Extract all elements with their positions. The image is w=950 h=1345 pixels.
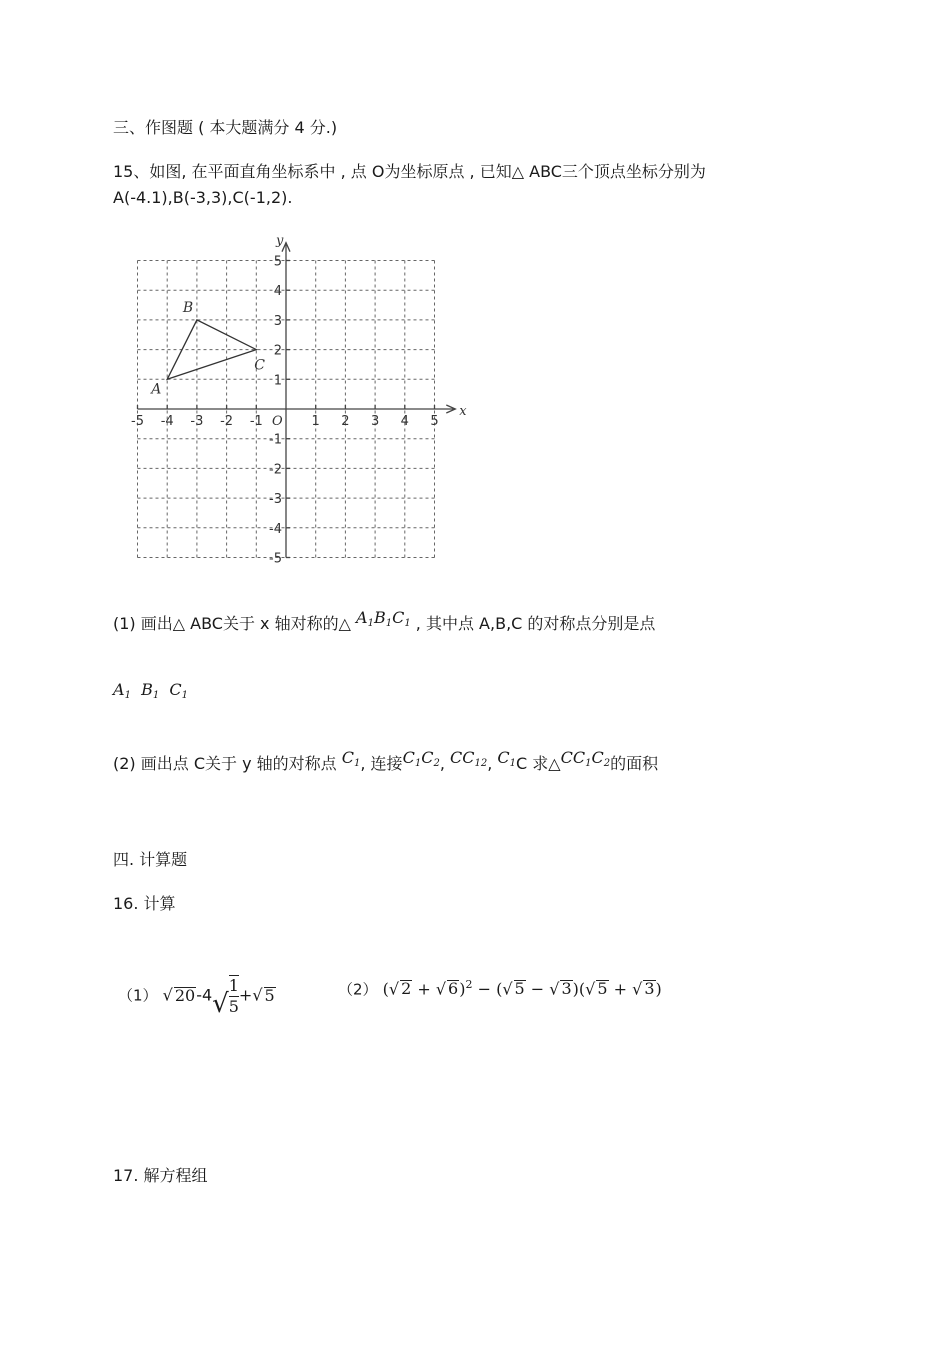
point-b1: $B_1$: [141, 680, 160, 701]
radicand-20: 20: [174, 985, 196, 1005]
q17-label: 17. 解方程组: [113, 1166, 208, 1185]
x-tick-label: 1: [311, 414, 320, 429]
x-tick-label: 3: [370, 414, 380, 429]
q15-text-line2: A(-4.1),B(-3,3),C(-1,2).: [113, 188, 293, 207]
cc12-label: $CC_{12}$: [450, 748, 488, 769]
q15-part1-prefix: (1) 画出△ ABC关于 x 轴对称的△: [113, 614, 351, 633]
y-tick-label: 2: [273, 343, 282, 359]
section-4-heading: 四. 计算题: [113, 850, 188, 869]
c1c2-label: $C_1C_2$: [402, 748, 440, 769]
y-tick-label: 5: [273, 254, 282, 270]
q15-part2-suffix: 的面积: [610, 754, 659, 773]
cc1c2-label: $CC_1C_2$: [560, 748, 611, 769]
y-tick-label: -5: [269, 551, 282, 567]
vertex-label-c: C: [254, 357, 266, 374]
q15-part2-text: (2) 画出点 C关于 y 轴的对称点 $C_1$, 连接$C_1C_2$, $CC_{12}$, $C_1C$ 求$\triangle CC_1C_2$的面积: [113, 748, 659, 773]
sqrt-icon: √: [252, 985, 263, 1005]
q16-label: 16. 计算: [113, 894, 176, 913]
connect-text: , 连接: [360, 754, 403, 773]
y-tick-label: -2: [269, 462, 282, 478]
q16-part2-expression: （2） (√ 2 + √ 6)$^2$ − (√ 5 − √ 3)(√ 5 + √ 3): [338, 978, 662, 999]
q16-part1-label: （1）: [118, 986, 158, 1005]
y-tick-label: -4: [269, 521, 282, 537]
y-tick-label: 4: [273, 284, 282, 300]
point-a1: $A_1$: [113, 680, 131, 701]
y-tick-label: -1: [269, 432, 282, 448]
c-text: C 求△: [516, 754, 561, 773]
y-tick-label: 3: [273, 313, 282, 329]
point-c1: $C_1$: [169, 680, 189, 701]
q15-text-line1: 15、如图, 在平面直角坐标系中 , 点 O为坐标原点 , 已知△ ABC三个顶点坐标分别为: [113, 162, 706, 181]
q15-part2-prefix: (2) 画出点 C关于 y 轴的对称点: [113, 754, 337, 773]
q16-part1-expression: （1） √ 20-4√ $\frac{1}{5}$ +√ 5: [118, 976, 275, 1019]
coordinate-grid-figure: [120, 228, 480, 568]
radicand-5: 5: [264, 985, 275, 1005]
y-tick-label: -3: [269, 492, 282, 508]
origin-label: O: [272, 414, 283, 429]
y-tick-label: 1: [273, 373, 282, 389]
x-tick-label: -2: [220, 414, 234, 429]
q16-part2-label: （2）: [338, 980, 378, 999]
q15-part1-text: [113, 608, 656, 640]
x-tick-label: -4: [160, 414, 174, 429]
x-tick-label: -5: [131, 414, 144, 429]
x-tick-label: 5: [430, 414, 439, 429]
tick-labels: [131, 234, 467, 567]
c1-label: $C_1$: [341, 748, 361, 769]
x-tick-label: 4: [400, 414, 409, 429]
x-axis-label: x: [459, 404, 467, 419]
minus-four: -4: [196, 985, 213, 1005]
x-tick-label: 2: [341, 414, 350, 429]
c1-label-2: $C_1$: [497, 748, 517, 769]
q15-part1-points: [113, 680, 188, 706]
section-3-heading: 三、作图题 ( 本大题满分 4 分.): [113, 118, 338, 137]
y-axis-label: y: [276, 233, 284, 249]
x-tick-label: -1: [249, 414, 263, 429]
sqrt-icon: √: [162, 985, 173, 1005]
q15-part1-suffix: , 其中点 A,B,C 的对称点分别是点: [415, 614, 656, 633]
a1b1c1-triangle-label: $A_1B_1C_1$: [356, 608, 411, 629]
vertex-label-a: A: [151, 381, 162, 398]
vertex-label-b: B: [182, 299, 194, 316]
x-tick-label: -3: [190, 414, 204, 429]
sqrt-fraction: √ $\frac{1}{5}$: [212, 976, 239, 1019]
triangle-abc: [149, 300, 265, 397]
